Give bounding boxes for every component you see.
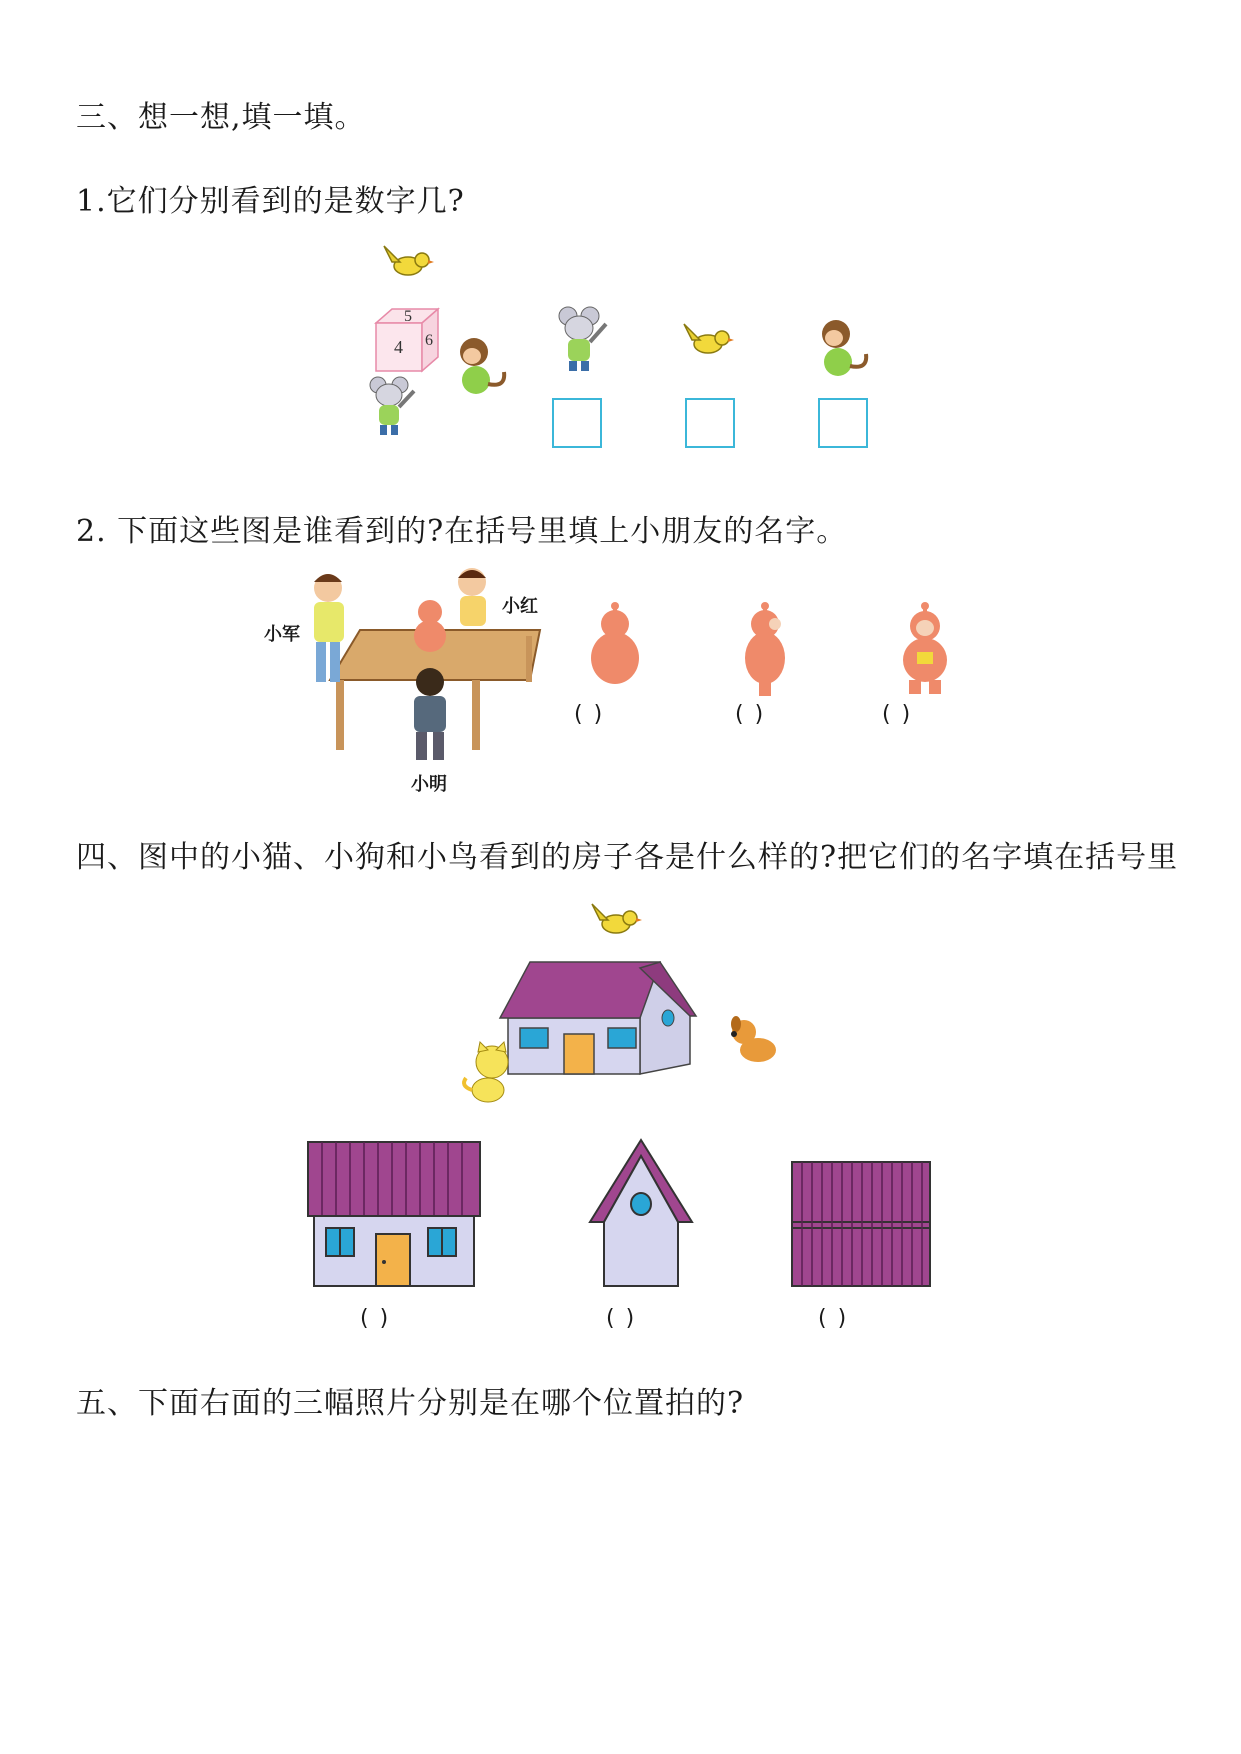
doll-side-view (735, 600, 795, 700)
name-label-xiaohong: 小红 (502, 596, 538, 617)
house-illustration (500, 958, 700, 1074)
cube-front-number: 4 (394, 337, 403, 357)
q2-blank-2[interactable]: ( ) (735, 702, 766, 727)
monkey-illustration (450, 336, 510, 400)
cube-side-number: 6 (425, 332, 433, 349)
answer-box-2[interactable] (685, 398, 735, 448)
mouse-illustration (366, 375, 426, 440)
bird-illustration (380, 240, 440, 285)
house-top-view (790, 1160, 932, 1288)
doll-back-view (585, 600, 645, 692)
house-front-view (306, 1140, 482, 1288)
q2-prompt: 2. 下面这些图是谁看到的?在括号里填上小朋友的名字。 (76, 514, 848, 549)
q2-blank-1[interactable]: ( ) (574, 702, 605, 727)
cat-illustration (460, 1042, 520, 1106)
monkey-illustration (812, 318, 872, 382)
answer-box-1[interactable] (552, 398, 602, 448)
dog-illustration (726, 1010, 786, 1070)
name-label-xiaojun: 小军 (264, 624, 300, 645)
number-cube (372, 305, 444, 377)
s4-blank-3[interactable]: ( ) (818, 1306, 849, 1331)
section5-heading: 五、下面右面的三幅照片分别是在哪个位置拍的? (76, 1386, 745, 1421)
section3-heading: 三、想一想,填一填。 (76, 100, 366, 135)
s4-blank-2[interactable]: ( ) (606, 1306, 637, 1331)
house-side-view (588, 1138, 694, 1288)
q2-blank-3[interactable]: ( ) (882, 702, 913, 727)
section4-heading: 四、图中的小猫、小狗和小鸟看到的房子各是什么样的?把它们的名字填在括号里 (76, 840, 1179, 875)
bird-illustration (680, 318, 740, 363)
cube-top-number: 5 (404, 308, 412, 325)
s4-blank-1[interactable]: ( ) (360, 1306, 391, 1331)
name-label-xiaoming: 小明 (411, 774, 447, 795)
bird-illustration (588, 898, 648, 943)
doll-front-view (895, 600, 955, 700)
answer-box-3[interactable] (818, 398, 868, 448)
mouse-illustration (556, 306, 616, 376)
q1-prompt: 1.它们分别看到的是数字几? (76, 184, 465, 219)
